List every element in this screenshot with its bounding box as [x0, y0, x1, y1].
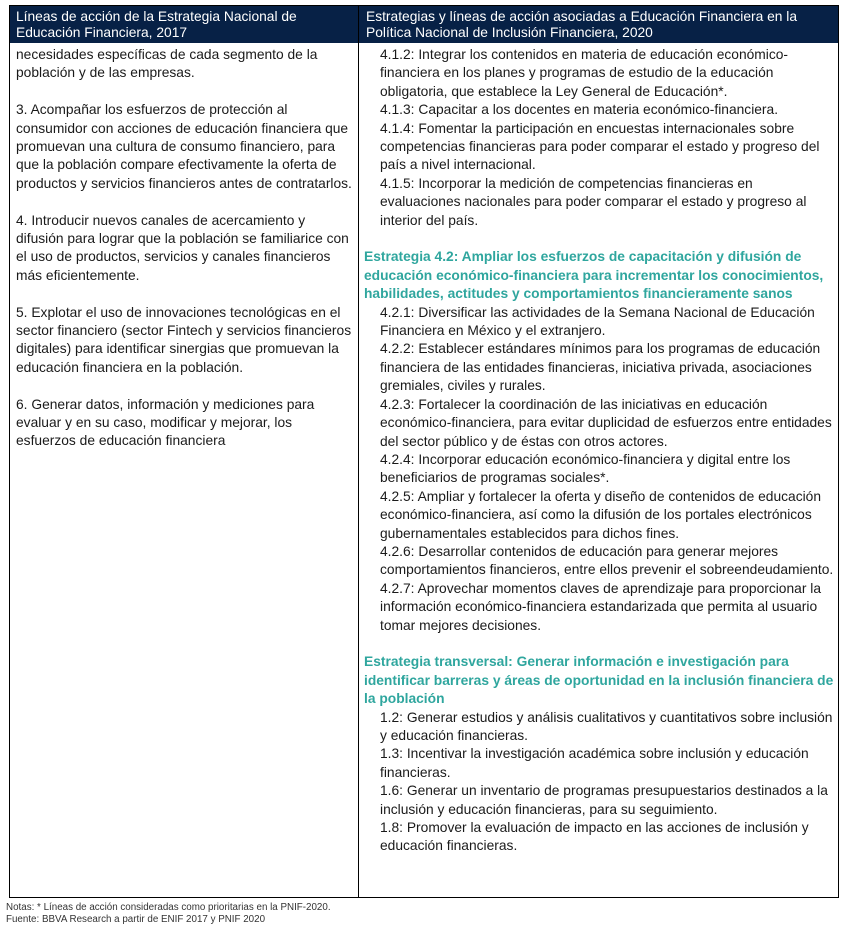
column-divider	[358, 6, 359, 897]
strategy-41-items	[364, 46, 836, 230]
action-line-4-1-3: 4.1.3: Capacitar a los docentes en materia económico-financiera.	[380, 102, 779, 118]
enef-line-fragment: necesidades específicas de cada segmento de la población y de las empresas.	[16, 47, 318, 81]
action-line-4-2-4: 4.2.4: Incorporar educación económico-financiera y digital entre los beneficiarios de programas sociales*.	[380, 451, 791, 486]
enef-line-3: 3. Acompañar los esfuerzos de protección al consumidor con acciones de educación financiera que promuevan una cultura de consumo financiero, para que la población compare efectivamente la oferta de productos y servicios financieros antes de contratarlos.	[16, 102, 352, 191]
notes-line: Notas: * Líneas de acción consideradas como prioritarias en la PNIF-2020.	[6, 902, 331, 913]
transversal-strategy-title: Estrategia transversal: Generar información e investigación para identificar barreras y áreas de oportunidad en la inclusión financiera de la población	[364, 654, 834, 707]
right-column	[364, 46, 836, 856]
header-col1: Líneas de acción de la Estrategia Nacional de Educación Financiera, 2017	[16, 9, 297, 40]
transversal-items	[364, 709, 836, 856]
header-col2: Estrategias y líneas de acción asociadas a Educación Financiera en la Política Nacional de Inclusión Financiera, 2020	[366, 9, 798, 40]
comparison-table	[9, 5, 839, 898]
action-line-4-2-5: 4.2.5: Ampliar y fortalecer la oferta y diseño de contenidos de educación económico-financiera, así como la difusión de los portales electrónicos gubernamentales establecidos para dichos fines.	[380, 488, 822, 541]
action-line-4-2-1: 4.2.1: Diversificar las actividades de la Semana Nacional de Educación Financiera en México y el extranjero.	[380, 304, 815, 339]
left-column	[16, 46, 354, 451]
enef-line-6: 6. Generar datos, información y mediciones para evaluar y en su caso, modificar y mejorar, los esfuerzos de educación financiera	[16, 396, 315, 449]
action-line-4-1-2: 4.1.2: Integrar los contenidos en materia de educación económico-financiera en los planes y programas de estudio de la educación obligatoria, que establece la Ley General de Educación*.	[380, 47, 789, 99]
strategy-42-title: Estrategia 4.2: Ampliar los esfuerzos de capacitación y difusión de educación económico-financiera para incrementar los conocimientos, habilidades, actitudes y comportamientos financieramente sanos	[364, 249, 824, 302]
action-line-4-2-6: 4.2.6: Desarrollar contenidos de educación para generar mejores comportamientos financieros, entre ellos prevenir el sobreendeudamiento.	[380, 543, 834, 578]
action-line-1-2: 1.2: Generar estudios y análisis cualitativos y cuantitativos sobre inclusión y educación financieras.	[380, 709, 833, 743]
enef-line-4: 4. Introducir nuevos canales de acercamiento y difusión para lograr que la población se familiarice con el uso de productos, servicios y canales financieros más eficientemente.	[16, 212, 349, 283]
action-line-1-6: 1.6: Generar un inventario de programas presupuestarios destinados a la inclusión y educación financieras, para su seguimiento.	[380, 783, 828, 817]
table-notes	[6, 902, 331, 927]
enef-line-5: 5. Explotar el uso de innovaciones tecnológicas en el sector financiero (sector Fintech y servicios financieros digitales) para identificar sinergias que promuevan la educación financiera en la población.	[16, 304, 352, 375]
source-line: Fuente: BBVA Research a partir de ENIF 2017 y PNIF 2020	[6, 914, 266, 926]
action-line-1-8: 1.8: Promover la evaluación de impacto en las acciones de inclusión y educación financieras.	[380, 820, 809, 854]
action-line-4-2-2: 4.2.2: Establecer estándares mínimos para los programas de educación financiera de las entidades financieras, iniciativa privada, asociaciones gremiales, civiles y rurales.	[380, 341, 821, 394]
action-line-1-3: 1.3: Incentivar la investigación académica sobre inclusión y educación financieras.	[380, 746, 809, 780]
strategy-42-items	[364, 304, 836, 635]
action-line-4-1-4: 4.1.4: Fomentar la participación en encuestas internacionales sobre competencias financieras para poder comparar el estado y progreso del país a nivel internacional.	[380, 120, 820, 173]
action-line-4-2-3: 4.2.3: Fortalecer la coordinación de las iniciativas en educación económico-financiera, para evitar duplicidad de esfuerzos entre entidades del sector público y de éstas con otros actores.	[380, 396, 832, 449]
action-line-4-2-7: 4.2.7: Aprovechar momentos claves de aprendizaje para proporcionar la información económico-financiera estandarizada que permita al usuario tomar mejores decisiones.	[380, 580, 821, 633]
action-line-4-1-5: 4.1.5: Incorporar la medición de competencias financieras en evaluaciones nacionales para poder comparar el estado y progreso al interior del país.	[380, 175, 807, 228]
table-header	[10, 6, 838, 43]
